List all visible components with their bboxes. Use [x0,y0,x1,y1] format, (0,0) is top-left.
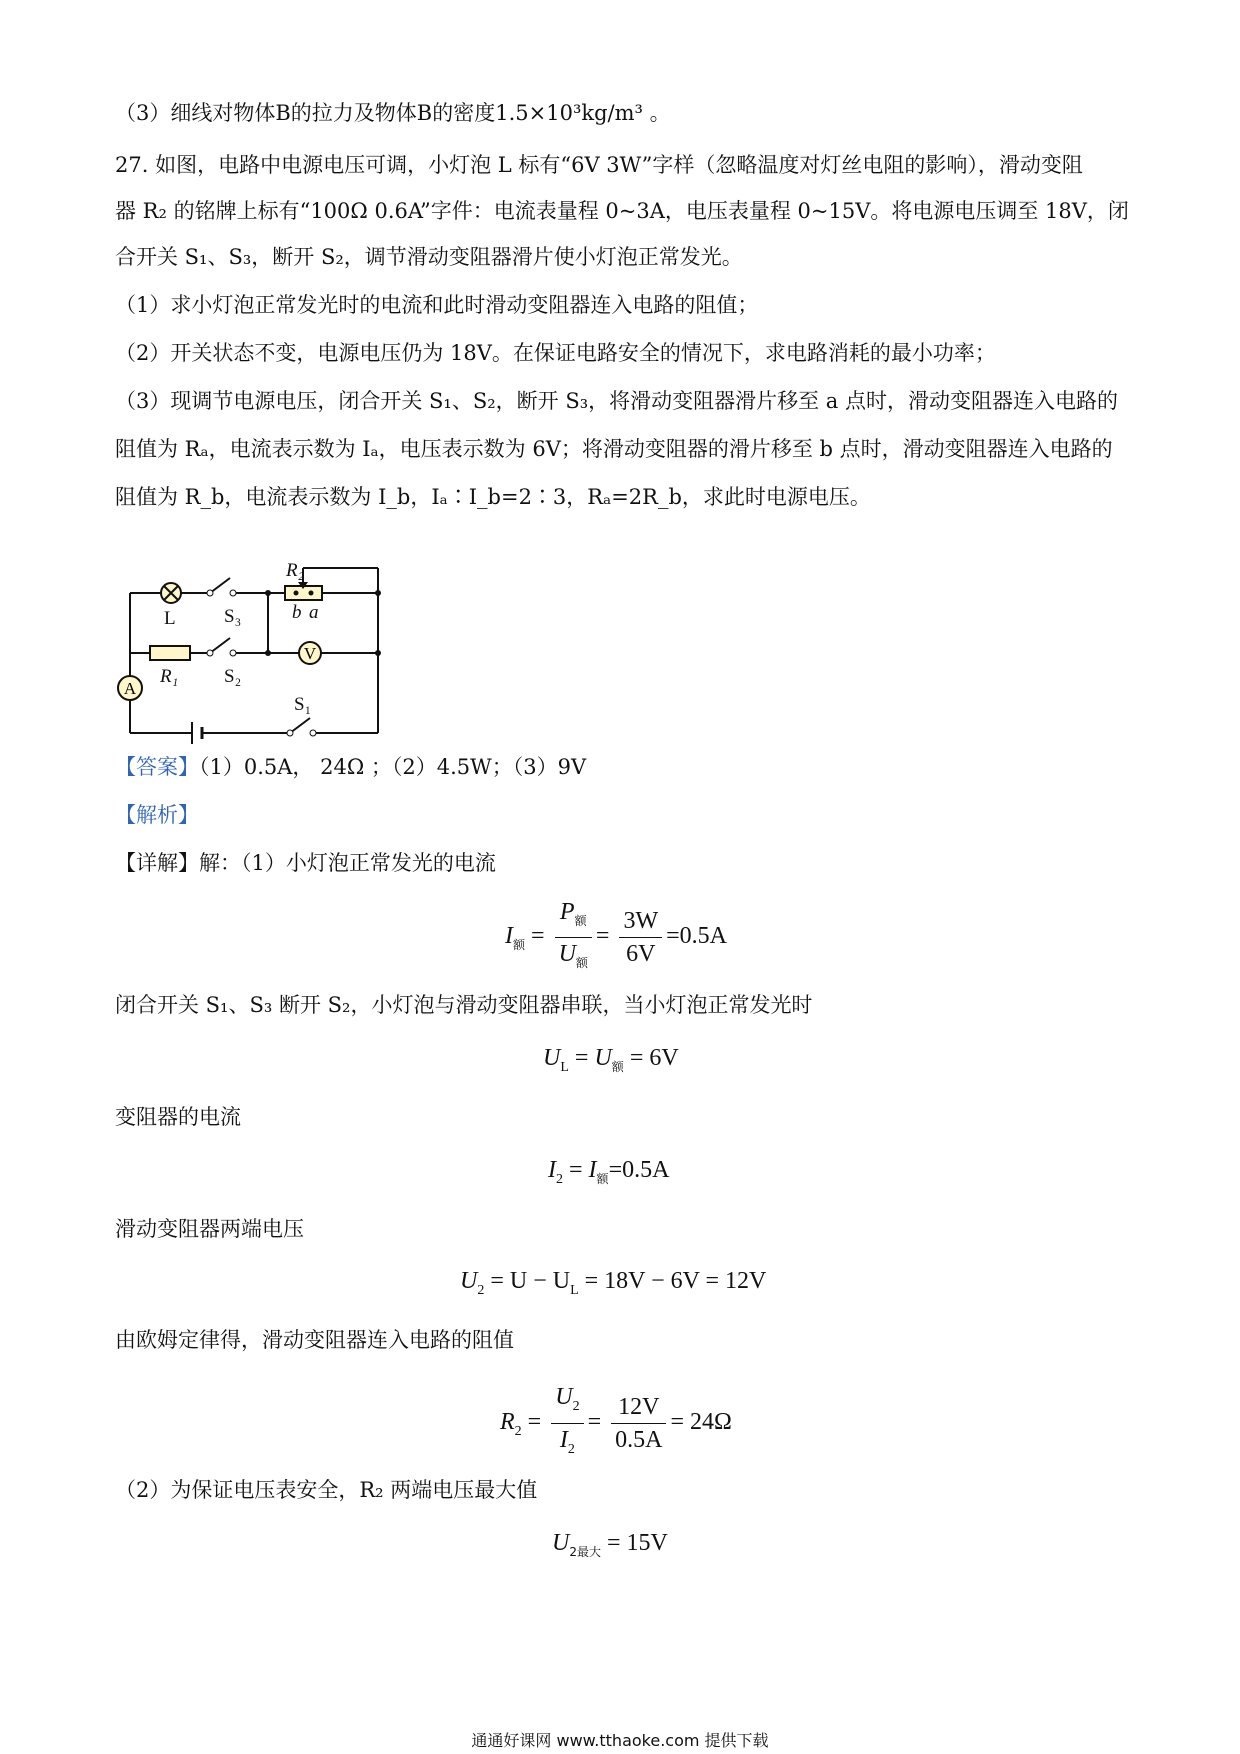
text-series-circuit: 闭合开关 S₁、S₃ 断开 S₂，小灯泡与滑动变阻器串联，当小灯泡正常发光时 [115,993,813,1017]
lamp-label: L [164,608,176,629]
detail-text: 解：（1）小灯泡正常发光的电流 [199,851,496,875]
equation-lamp-voltage: $U_L = U_额 = 6V$ [543,1045,679,1075]
text-rheostat-voltage: 滑动变阻器两端电压 [115,1217,304,1241]
answer-text: （1）0.5A， 24Ω ；（2）4.5W；（3）9V [199,755,587,779]
question-part-2: （2）开关状态不变，电源电压仍为 18V。在保证电路安全的情况下，求电路消耗的最小功率； [115,341,996,365]
r2-label: R₂ [286,560,305,581]
text-voltmeter-safety: （2）为保证电压表安全，R₂ 两端电压最大值 [115,1478,538,1502]
question-line-3: 合开关 S₁、S₃，断开 S₂，调节滑动变阻器滑片使小灯泡正常发光。 [115,245,743,269]
s1-label: S₁ [294,694,312,715]
analysis-line [115,800,199,830]
q26-part3-text: （3）细线对物体B的拉力及物体B的密度1.5×10³kg/m³ 。 [115,101,671,125]
footer-source: 通通好课网 www.tthaoke.com 提供下载 [471,1731,769,1750]
s3-label: S₃ [224,606,242,627]
analysis-tag: 【解析】 [115,803,199,827]
equation-rheostat-voltage: $U_2 = U - U_L = 18V - 6V = 12V$ [460,1268,767,1298]
question-part-3c: 阻值为 R_b，电流表示数为 I_b，Iₐ∶I_b=2∶3，Rₐ=2R_b，求此时电源电压。 [115,485,871,509]
equation-rheostat-current: $I_2 = I_额=0.5A$ [548,1157,670,1187]
equation-max-voltage: $U_{2最大} = 15V$ [552,1530,668,1559]
equation-rated-current: $I_额$ = $\frac{P_额}{U_额}$ = $\frac{3W}{6V}$ =0.5A [505,899,727,970]
answer-line [115,752,586,782]
equation-rheostat-resistance: $R_2$ = $\frac{U_2}{I_2}$ = $\frac{12V}{0.5A}$ = 24Ω [500,1384,732,1457]
question-line-2: 器 R₂ 的铭牌上标有“100Ω 0.6A”字件：电流表量程 0~3A，电压表量程 0~15V。将电源电压调至 18V，闭 [115,199,1129,223]
question-part-3a: （3）现调节电源电压，闭合开关 S₁、S₂，断开 S₃，将滑动变阻器滑片移至 a 点时，滑动变阻器连入电路的 [115,389,1118,413]
question-part-1: （1）求小灯泡正常发光时的电流和此时滑动变阻器连入电路的阻值； [115,293,759,317]
text-rheostat-current: 变阻器的电流 [115,1105,241,1129]
text-ohms-law: 由欧姆定律得，滑动变阻器连入电路的阻值 [115,1328,514,1352]
voltmeter-label: V [303,644,317,663]
point-b-label: b [292,602,302,623]
question-part-3b: 阻值为 Rₐ，电流表示数为 Iₐ，电压表示数为 6V；将滑动变阻器的滑片移至 b 点时，滑动变阻器连入电路的 [115,437,1113,461]
question-line-1: 27. 如图，电路中电源电压可调，小灯泡 L 标有“6V 3W”字样（忽略温度对灯丝电阻的影响），滑动变阻 [115,153,1083,177]
s2-label: S₂ [224,666,242,687]
detail-tag: 【详解】 [115,851,199,875]
detail-line [115,848,496,878]
circuit-diagram [110,548,400,748]
ammeter-label: A [123,679,137,698]
point-a-label: a [309,602,319,623]
r1-label: R₁ [160,666,179,687]
answer-tag: 【答案】 [115,755,199,779]
